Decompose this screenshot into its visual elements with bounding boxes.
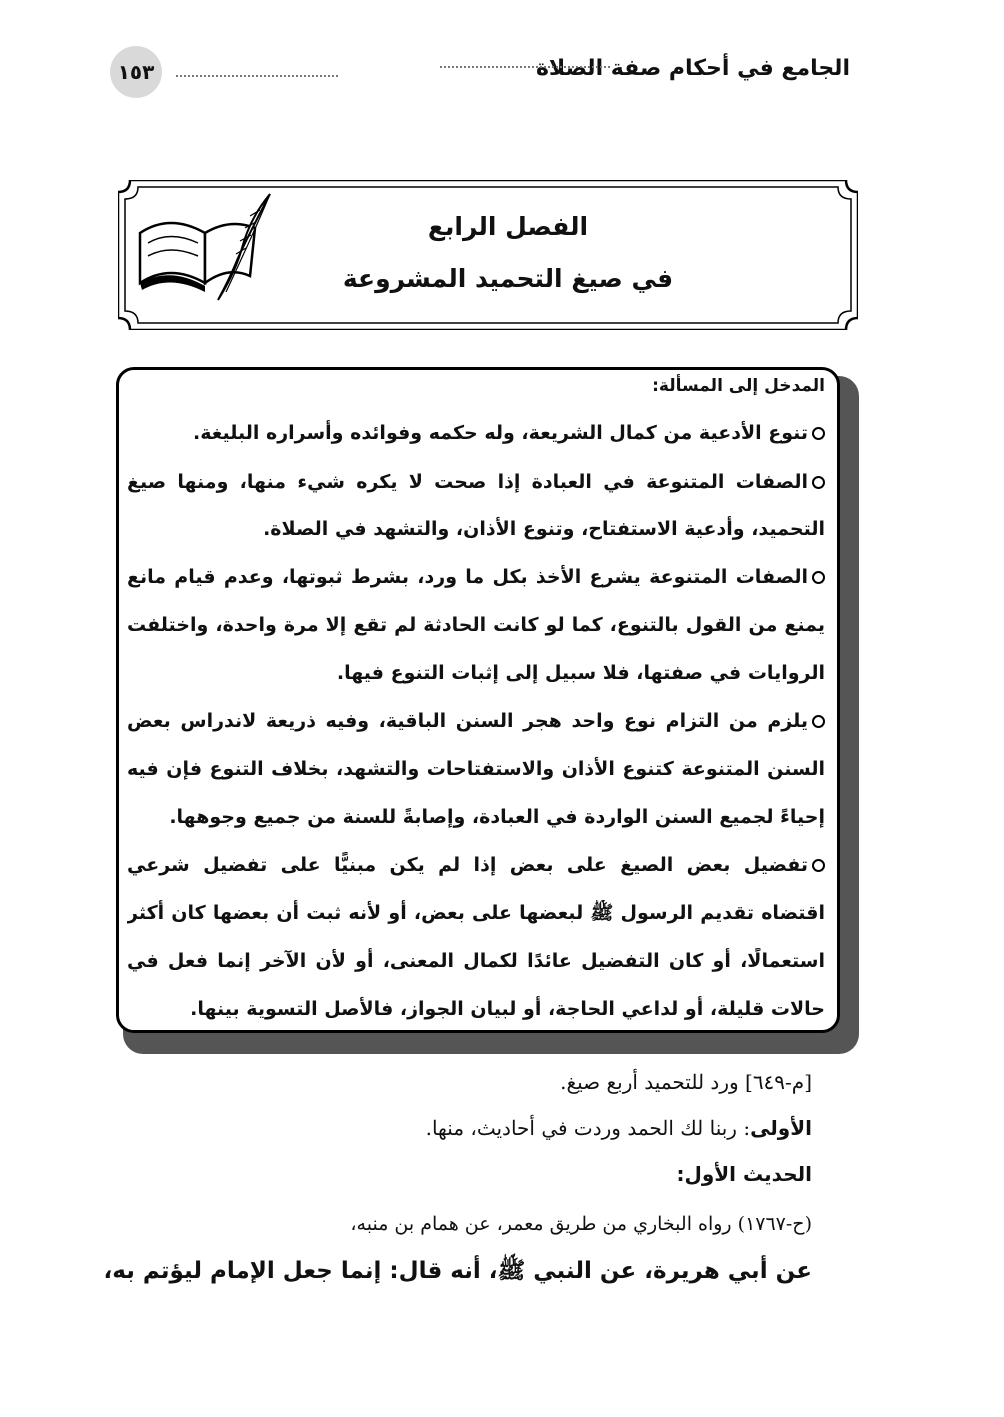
first-form-label: الأولى — [750, 1116, 812, 1140]
intro-line: إحياءً لجميع السنن الواردة في العبادة، وإصابةً للسنة من جميع وجوهها. — [169, 806, 825, 828]
intro-line: الروايات في صفتها، فلا سبيل إلى إثبات التنوع فيها. — [336, 662, 825, 684]
circle-bullet-icon — [812, 571, 825, 584]
intro-point: الصفات المتنوعة يشرع الأخذ بكل ما ورد، بشرط ثبوتها، وعدم قيام مانع — [127, 564, 825, 590]
header-dotted-rule-left — [176, 75, 338, 77]
intro-line: يمنع من القول بالتنوع، كما لو كانت الحادثة لم تقع إلا مرة واحدة، واختلفت — [127, 614, 825, 636]
header-dotted-rule-right — [440, 66, 610, 68]
intro-point: تفضيل بعض الصيغ على بعض إذا لم يكن مبنيًّا على تفضيل شرعي — [127, 852, 825, 878]
intro-line: استعمالًا، أو كان التفضيل عائدًا لكمال المعنى، أو لأن الآخر إنما فعل في — [127, 950, 825, 972]
page-number-badge — [110, 46, 162, 98]
chapter-title: الفصل الرابع — [427, 212, 589, 241]
circle-bullet-icon — [812, 859, 825, 872]
page-number: ١٥٣ — [117, 60, 155, 84]
circle-bullet-icon — [812, 427, 825, 440]
intro-line: اقتضاه تقديم الرسول ﷺ لبعضها على بعض، أو لأنه ثبت أن بعضها كان أكثر — [127, 902, 825, 924]
circle-bullet-icon — [812, 476, 825, 489]
intro-line: السنن المتنوعة كتنوع الأذان والاستفتاحات والتشهد، بخلاف التنوع فإن فيه — [127, 758, 825, 780]
intro-heading: المدخل إلى المسألة: — [652, 376, 825, 396]
hadith-text: عن أبي هريرة، عن النبي ﷺ، أنه قال: إنما جعل الإمام ليؤتم به، — [103, 1258, 812, 1284]
intro-point: الصفات المتنوعة في العبادة إذا صحت لا يكره شيء منها، ومنها صيغ — [127, 469, 825, 495]
chapter-subtitle: في صيغ التحميد المشروعة — [342, 264, 674, 293]
intro-box — [116, 367, 840, 1033]
intro-line: التحميد، وأدعية الاستفتاح، وتنوع الأذان، والتشهد في الصلاة. — [263, 518, 825, 540]
hadith-heading: الحديث الأول: — [676, 1162, 812, 1186]
chapter-frame — [118, 180, 858, 330]
header-title: الجامع في أحكام صفة الصلاة — [535, 56, 850, 81]
intro-line: حالات قليلة، أو لداعي الحاجة، أو لبيان الجواز، فالأصل التسوية بينها. — [190, 998, 825, 1020]
reference-tag: [م-٦٤٩] — [745, 1070, 812, 1094]
first-form-line: الأولى: ربنا لك الحمد وردت في أحاديث، منها. — [425, 1116, 812, 1140]
circle-bullet-icon — [812, 715, 825, 728]
narration-line: (ح-١٧٦٧) رواه البخاري من طريق معمر، عن همام بن منبه، — [350, 1213, 812, 1235]
book-quill-icon — [130, 188, 280, 308]
intro-point: يلزم من التزام نوع واحد هجر السنن الباقية، وفيه ذريعة لاندراس بعض — [127, 708, 825, 734]
intro-point: تنوع الأدعية من كمال الشريعة، وله حكمه وفوائده وأسراره البليغة. — [127, 420, 825, 446]
reference-line: [م-٦٤٩] ورد للتحميد أربع صيغ. — [560, 1070, 812, 1094]
running-header — [110, 50, 850, 96]
